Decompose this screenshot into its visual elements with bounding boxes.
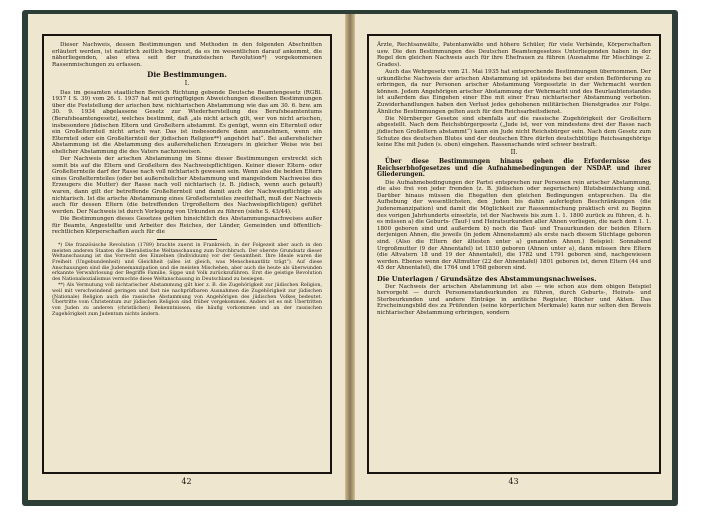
paragraph: Die Nürnberger Gesetze sind ebenfalls auf die rassische Zugehörigkeit der Großeltern abgestellt. Nach dem Reichsbürgergesetz („Jude ist, wer von mindestens drei der Rasse nach jüdischen Großeltern abstammt“) kann ein Jude nicht Reichsbürger sein. Nach dem Gesetz zum Schutze des deutschen Blutes und der deutschen Ehre dürfen deutschblütige Reichsangehörige keine Ehe mit Juden (s. oben) eingehen. Rassenschande wird schwer bestraft.	[377, 115, 651, 149]
paragraph: Der Nachweis der arischen Abstammung im Sinne dieser Bestimmungen erstreckt sich somit bis auf die Eltern und Großeltern des Nachweispflichtigen. Keiner dieser Eltern- oder Großelternteile darf der Rasse nach voll nichtarisch gewesen sein. Wenn also die beiden Eltern eines Großelternteiles (oder bei außerehelicher Abstammung und mangelndem Nachweise des Erzeugers die Mutter) der Rasse nach voll nichtarisch (z. B. jüdisch, wenn auch getauft) waren, dann gilt der betreffende Großelternteil und damit auch der Nachweispflichtige als nichtarisch. Ist die arische Abstammung eines Großelternteiles zweifelhaft, muß der Nachweis auch für dessen Eltern (die betreffenden Urgroßeltern des Nachweispflichtigen) geführt werden. Der Nachweis ist durch Vorlegung von Urkunden zu führen (siehe S. 43/44).	[52, 156, 322, 215]
subsection-heading: Die Unterlagen / Grundsätze des Abstammungsnachweises.	[377, 274, 597, 283]
paragraph: Ärzte, Rechtsanwälte, Patentanwälte und höhere Schüler, für viele Verbände, Körperschaften usw. Die den Bestimmungen des Deutschen Beamtengesetzes Unterliegenden haben in der Regel den gleichen Nachweis auch für ihre Ehefrauen zu führen (Ausnahme für Mischlinge 2. Grades).	[377, 42, 651, 68]
open-book	[22, 10, 678, 506]
left-page-frame	[42, 34, 332, 474]
paragraph: Die Bestimmungen dieses Gesetzes gelten hinsichtlich des Abstammungsnachweises außer für Beamte, Angestellte und Arbeiter des Reiches, der Länder, Gemeinden und öffentlich-rechtlichen Körperschaften auch für die	[52, 216, 322, 236]
book-gutter	[346, 14, 354, 500]
paragraph: Das im gesamten staatlichen Bereich Richtung gebende Deutsche Beamtengesetz (RGBl. 1937 I S. 39) vom 26. I. 1937 hat mit geringfügigen Abweichungen dieselben Bestimmungen über die Feststellung der arischen bzw. nichtarischen Abstammung wie das am 30. 6. bzw. am 30. 9. 1934 abgelassene Gesetz zur Wiederherstellung des Berufsbeamtentums (Berufsbeamtengesetz), welches bestimmt, daß „als nicht arisch gilt, wer von nicht arischen, insbesondere jüdischen Eltern und Großeltern abstammt. Es genügt, wenn ein Elternteil oder ein Großelternteil nicht arisch war. Das ist insbesondere dann anzunehmen, wenn ein Elternteil oder ein Großelternteil der jüdischen Religion**) angehört hat“. Bei außerehelicher Abstammung ist die Abstammung des außerehelichen Erzeugers in gleicher Weise wie bei ehelicher Abstammung die des Vaters nachzuweisen.	[52, 89, 322, 155]
page-number: 43	[508, 477, 519, 486]
left-page-text	[52, 42, 322, 317]
footnote-divider	[157, 239, 217, 240]
section-number: I.	[184, 79, 190, 87]
left-page	[28, 14, 346, 500]
paragraph: Auch das Wehrgesetz vom 21. Mai 1935 hat entsprechende Bestimmungen übernommen. Der urkundliche Nachweis der arischen Abstammung ist spätestens bei der ersten Beförderung zu erbringen, da nur Personen arischer Abstammung Vorgesetzte in der Wehrmacht werden können. Jedem Angehörigen arischer Abstammung der Wehrmacht und des Beurlaubtenstandes ist außerdem das Eingehen einer Ehe mit einer Frau nichtarischer Abstammung verboten. Zuwiderhandlungen haben den Verlust jedes gehobenen militärischen Dienstgrades zur Folge. Ähnliche Bestimmungen gelten auch für den Reichsarbeitsdienst.	[377, 68, 651, 115]
right-page-frame	[367, 34, 661, 474]
paragraph: Die Aufnahmebedingungen der Partei entsprechen nur Personen rein arischer Abstammung, die also frei von jeder fremden (z. B. jüdischen oder negerischen) Blutsbeimischung sind. Darüber hinaus müssen die Ehegatten den gleichen Bedingungen entsprechen. Da die Aufhebung der wesentlichsten, den Juden bis dahin auferlegten Beschränkungen (die Judenemanzipation) und damit die Möglichkeit zur Rassenmischung praktisch erst zu Beginn des vorigen Jahrhunderts einsetzte, ist der Nachweis bis zum 1. 1. 1800 zurück zu führen, d. h. es müssen a) die Geburts- (Tauf-) und Heiratsurkunden aller Ahnen vorliegen, die nach dem 1. 1. 1800 geboren sind und außerdem b) noch die Tauf- und Trauurkunden der beiden Eltern derjenigen Ahnen, die jeweils (in jedem Ahnenstamm) als erste nach diesem Stichtage geboren sind. (Also die Eltern der ältesten unter a) genannten Ahnen.) Beispiel: Sonnabend Urgroßmutter (9 der Ahnentafel) ist 1830 geboren (Ahnen unter a), dann müssen ihre Eltern (die Altvatern 18 und 19 der Ahnentafel), die 1782 und 1791 geboren sind, nachgewiesen werden. Ebenso wenn der Altmutter (22 der Ahnentafel) 1801 geboren ist, deren Eltern (44 und 45 der Ahnentafel), die 1764 und 1768 geboren sind.	[377, 179, 651, 272]
footnote: *) Die französische Revolution (1789) brachte zuerst in Frankreich, in der Folgezeit aber auch in den meisten anderen Staaten die liberalistische Weltanschauung zum Durchbruch. Der oberste Grundsatz dieser Weltanschauung ist das Vorrecht des Einzelnen (Individuum) vor der Gesamtheit. Ihre Ideale waren die Freiheit (Ungebundenheit) und Gleichheit (alles ist gleich, was Menschenantlitz trägt“). Auf diese Anschauungen sind die Judenemanzipation und die meisten Mischehen, aber auch die heute als überwunden erkannte Verwahrlosung der Begriffe Familie, Sippe und Volk zurückzuführen. Erst die geistige Revolution des Nationalsozialismus vermochte diese Weltanschauung in Deutschland zu besiegen.	[52, 242, 322, 283]
paragraph: Der Nachweis der arischen Abstammung ist also — wie schon aus dem obigen Beispiel hervorgeht — durch Personenstandsurkunden zu führen, durch Geburts-, Heirats- und Sterbeurkunden und andere Einträge in amtliche Register, Bücher und Akten. Das Erscheinungsbild des zu Prüfenden (seine körperlichen Merkmale) kann nur selten den Beweis nichtarischer Abstammung erbringen, sondern	[377, 283, 651, 316]
section-lead: Über diese Bestimmungen hinaus gehen die Erfordernisse des Reichserbhofgesetzes und die Aufnahmebedingungen der NSDAP. und ihrer Gliederungen.	[377, 158, 651, 179]
page-number: 42	[181, 477, 192, 486]
right-page-text	[377, 42, 651, 317]
right-page	[354, 14, 672, 500]
footnote: **) Als Vermutung voll nichtarischer Abstammung gilt hier z. B. die Zugehörigkeit zur jüdischen Religion, weil mit verschwindend geringen und fast nie nachprüfbaren Ausnahmen die Zugehörigkeit zur jüdischen (Nationale) Religion auch die rassische Abstammung von Angehörigen des jüdischen Volkes bedeutet. Übertritte vom Christentum zur jüdischen Religion sind früher vorgekommen. Anders ist es mit Übertritten von Juden zu anderen (christlichen) Bekenntnissen, die häufig vorkommen und an der rassischen Zugehörigkeit zum Judentum nichts ändern.	[52, 283, 322, 317]
intro-paragraph: Dieser Nachweis, dessen Bestimmungen und Methoden in den folgenden Abschnitten erläutert werden, ist natürlich zeitlich begrenzt, da es im wesentlichen darauf ankommt, die näherliegenden, also etwa seit der französischen Revolution*) vorgekommenen Rassenmischungen zu erfassen.	[52, 42, 322, 68]
section-number: II.	[510, 148, 518, 156]
footnotes	[52, 243, 322, 318]
section-heading: Die Bestimmungen.	[147, 70, 227, 80]
